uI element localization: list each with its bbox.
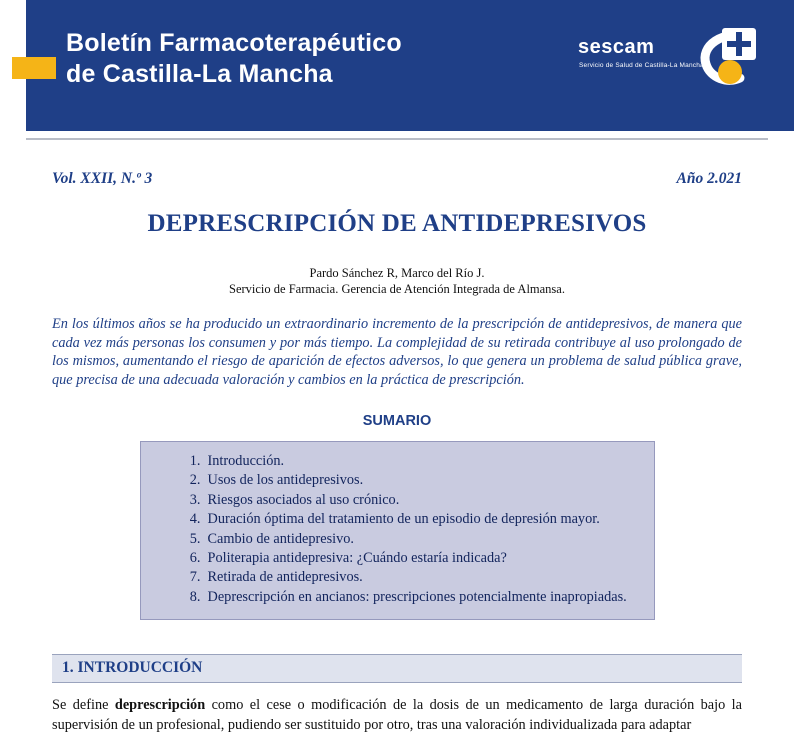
sescam-logo-mark-icon xyxy=(692,26,758,92)
paragraph-text-pre: Se define xyxy=(52,697,115,714)
publication-title xyxy=(66,28,402,90)
sescam-logo-subtitle: Servicio de Salud de Castilla-La Mancha xyxy=(579,62,704,69)
article-title: DEPRESCRIPCIÓN DE ANTIDEPRESIVOS xyxy=(147,210,647,237)
sescam-yellow-dot-icon xyxy=(718,60,742,84)
list-item: Introducción. xyxy=(207,453,285,469)
article-authors: Pardo Sánchez R, Marco del Río J. xyxy=(309,266,485,280)
page-header xyxy=(0,0,794,131)
section-heading-introduccion: 1. INTRODUCCIÓN xyxy=(52,654,742,683)
header-divider xyxy=(0,131,794,146)
list-item: Deprescripción en ancianos: prescripciones potencialmente inapropiadas. xyxy=(207,588,627,605)
article-authors-block xyxy=(52,265,742,297)
article-affiliation: Servicio de Farmacia. Gerencia de Atención Integrada de Almansa. xyxy=(229,282,565,296)
paragraph-text-post: como el cese o modificación de la dosis de un medicamento de larga duración bajo la supervisión de un profesional, pudiendo ser sustituido por otro, tras una valoración individualizada para adaptar xyxy=(52,697,742,733)
header-yellow-accent xyxy=(12,57,56,79)
list-item: Cambio de antidepresivo. xyxy=(207,530,355,547)
list-item: Riesgos asociados al uso crónico. xyxy=(207,491,400,508)
document-page xyxy=(0,170,794,735)
publication-title-line2: de Castilla-La Mancha xyxy=(66,60,333,88)
masthead-row xyxy=(52,170,742,188)
sumario-heading: SUMARIO xyxy=(362,413,432,429)
list-item: Duración óptima del tratamiento de un episodio de depresión mayor. xyxy=(207,511,600,528)
sescam-logo-wordmark: sescam xyxy=(578,36,655,58)
article-abstract: En los últimos años se ha producido un extraordinario incremento de la prescripción de antidepresivos, de manera que cada vez más personas los consumen y por más tiempo. La complejidad de su retirada contribuye al uso prolongado de los mismos, aumentando el riesgo de aparición de efectos adversos, lo que genera un problema de salud pública grave, que precisa de una adecuada valoración y cambios en la práctica de prescripción. xyxy=(52,316,742,388)
publication-year: Año 2.021 xyxy=(676,170,742,187)
section-paragraph-introduccion xyxy=(52,696,742,735)
paragraph-text-bold: deprescripción xyxy=(114,697,206,714)
sescam-logo xyxy=(578,26,758,98)
sescam-cross-horizontal-icon xyxy=(727,41,751,47)
list-item: Retirada de antidepresivos. xyxy=(207,569,363,586)
sumario-box xyxy=(140,441,655,620)
publication-title-line1: Boletín Farmacoterapéutico xyxy=(66,29,402,57)
list-item: Politerapia antidepresiva: ¿Cuándo estaría indicada? xyxy=(207,550,507,567)
list-item: Usos de los antidepresivos. xyxy=(207,472,364,489)
volume-number: Vol. XXII, N.º 3 xyxy=(52,170,153,187)
sumario-list xyxy=(141,452,654,607)
